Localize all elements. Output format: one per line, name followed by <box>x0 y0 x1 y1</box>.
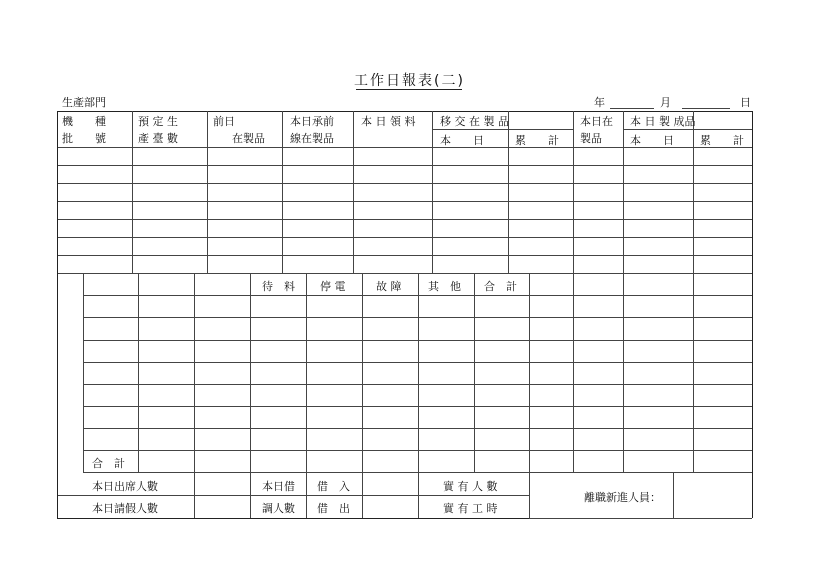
header-material: 本 日 領 料 <box>361 115 416 128</box>
downtime-total: 合 計 <box>484 280 517 293</box>
footer-transfer-head: 調人數 <box>262 502 295 515</box>
table-rule <box>752 273 753 518</box>
downtime-fault: 故 障 <box>376 280 402 293</box>
table-rule <box>57 518 529 519</box>
header-wip-a: 本日在 <box>580 115 613 128</box>
footer-actual-hours: 實 有 工 時 <box>443 502 498 515</box>
header-carry-a: 本日承前 <box>290 115 334 128</box>
date-year: 年 <box>594 96 605 109</box>
table-rule <box>623 111 624 273</box>
table-rule <box>132 111 133 273</box>
table-rule <box>250 472 251 518</box>
date-month-blank <box>682 108 730 109</box>
table-rule <box>57 201 752 202</box>
header-finished-total: 累 計 <box>700 134 744 147</box>
footer-borrow-out: 借 出 <box>317 502 350 515</box>
table-rule <box>432 111 433 273</box>
table-rule <box>194 472 195 518</box>
footer-borrow-head: 本日借 <box>262 480 295 493</box>
table-rule <box>432 129 573 130</box>
header-transfer: 移 交 在 製 品 <box>440 115 509 128</box>
header-carry-b: 線在製品 <box>290 132 334 145</box>
table-rule <box>57 183 752 184</box>
header-prev-a: 前日 <box>213 115 235 128</box>
header-planned-a: 預 定 生 <box>138 115 178 128</box>
table-rule <box>57 273 58 518</box>
footer-actual-people: 實 有 人 數 <box>443 480 498 493</box>
header-prev-b: 在製品 <box>232 132 265 145</box>
downtime-power: 停 電 <box>320 280 346 293</box>
downtime-other: 其 他 <box>428 280 461 293</box>
header-batch: 批 號 <box>62 132 106 145</box>
table-rule <box>57 255 752 256</box>
table-rule <box>83 273 84 472</box>
table-rule <box>57 111 58 273</box>
table-rule <box>362 273 363 472</box>
table-rule <box>573 111 574 273</box>
table-rule <box>306 273 307 472</box>
table-rule <box>418 472 419 518</box>
header-wip-b: 製品 <box>580 132 602 145</box>
table-rule <box>57 219 752 220</box>
header-finished-today: 本 日 <box>630 134 674 147</box>
header-finished: 本 日 製 成品 <box>630 115 696 128</box>
footer-attend: 本日出席人數 <box>92 480 158 493</box>
table-rule <box>623 129 752 130</box>
table-rule <box>207 111 208 273</box>
footer-resign-new: 離職新進人員： <box>584 491 661 504</box>
table-rule <box>282 111 283 273</box>
table-rule <box>508 111 509 273</box>
header-transfer-total: 累 計 <box>515 134 559 147</box>
footer-borrow-in: 借 入 <box>317 480 350 493</box>
date-year-blank <box>610 108 654 109</box>
header-transfer-today: 本 日 <box>440 134 484 147</box>
title-underline <box>356 89 462 90</box>
date-month: 月 <box>660 96 671 109</box>
table-rule <box>57 147 752 148</box>
total-row-label: 合 計 <box>92 457 125 470</box>
table-rule <box>306 472 307 518</box>
table-rule <box>57 273 752 274</box>
table-rule <box>693 273 694 472</box>
table-rule <box>57 111 752 112</box>
table-rule <box>57 165 752 166</box>
table-rule <box>573 273 574 472</box>
table-rule <box>752 111 753 273</box>
date-day: 日 <box>740 96 751 109</box>
footer-leave: 本日請假人數 <box>92 502 158 515</box>
table-rule <box>529 273 530 472</box>
title: 工作日報表(二) <box>354 73 465 89</box>
table-rule <box>693 111 694 273</box>
table-rule <box>250 273 251 472</box>
table-rule <box>57 237 752 238</box>
table-rule <box>418 273 419 472</box>
downtime-wait: 待 料 <box>262 280 295 293</box>
table-rule <box>529 518 752 519</box>
table-rule <box>138 273 139 472</box>
table-rule <box>474 273 475 472</box>
header-planned-b: 產 臺 數 <box>138 132 178 145</box>
dept-label: 生產部門 <box>62 96 106 109</box>
table-rule <box>673 472 674 518</box>
table-rule <box>57 495 529 496</box>
table-rule <box>529 472 530 518</box>
table-rule <box>623 273 624 472</box>
table-rule <box>353 111 354 273</box>
table-rule <box>194 273 195 472</box>
header-model: 機 種 <box>62 115 106 128</box>
table-rule <box>362 472 363 518</box>
